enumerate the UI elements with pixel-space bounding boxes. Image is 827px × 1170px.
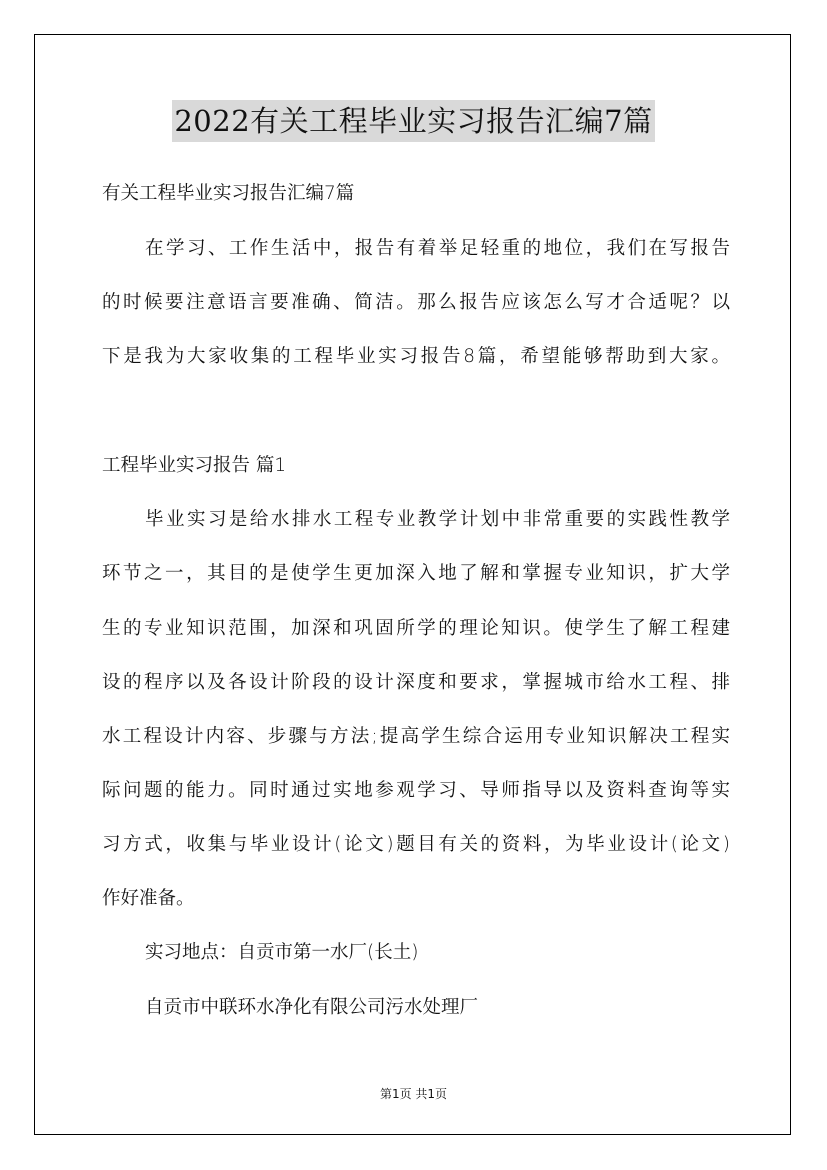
section-heading: 工程毕业实习报告 篇1 <box>102 455 287 476</box>
intro-line-2: 的时候要注意语言要准确、简洁。那么报告应该怎么写才合适呢？以 <box>102 292 730 313</box>
intro-line-3: 下是我为大家收集的工程毕业实习报告8篇，希望能够帮助到大家。 <box>102 346 730 367</box>
body-line-6: 际问题的能力。同时通过实地参观学习、导师指导以及资料查询等实 <box>102 780 730 801</box>
body-line-8: 作好准备。 <box>102 888 195 909</box>
document-subtitle: 有关工程毕业实习报告汇编7篇 <box>102 183 355 204</box>
body-line-7: 习方式，收集与毕业设计(论文)题目有关的资料，为毕业设计(论文) <box>102 834 730 855</box>
body-line-2: 环节之一，其目的是使学生更加深入地了解和掌握专业知识，扩大学 <box>102 563 730 584</box>
body-line-4: 设的程序以及各设计阶段的设计深度和要求，掌握城市给水工程、排 <box>102 672 730 693</box>
intro-line-1: 在学习、工作生活中，报告有着举足轻重的地位，我们在写报告 <box>145 238 730 259</box>
location-line-2: 自贡市中联环水净化有限公司污水处理厂 <box>145 997 479 1018</box>
location-line: 实习地点：自贡市第一水厂(长土) <box>145 942 419 963</box>
document-title: 2022有关工程毕业实习报告汇编7篇 <box>172 100 654 142</box>
body-line-3: 生的专业知识范围，加深和巩固所学的理论知识。使学生了解工程建 <box>102 618 730 639</box>
body-line-1: 毕业实习是给水排水工程专业教学计划中非常重要的实践性教学 <box>145 509 730 530</box>
page-footer: 第1页 共1页 <box>379 1087 448 1101</box>
body-line-5: 水工程设计内容、步骤与方法;提高学生综合运用专业知识解决工程实 <box>102 726 730 747</box>
title-container <box>0 100 827 142</box>
